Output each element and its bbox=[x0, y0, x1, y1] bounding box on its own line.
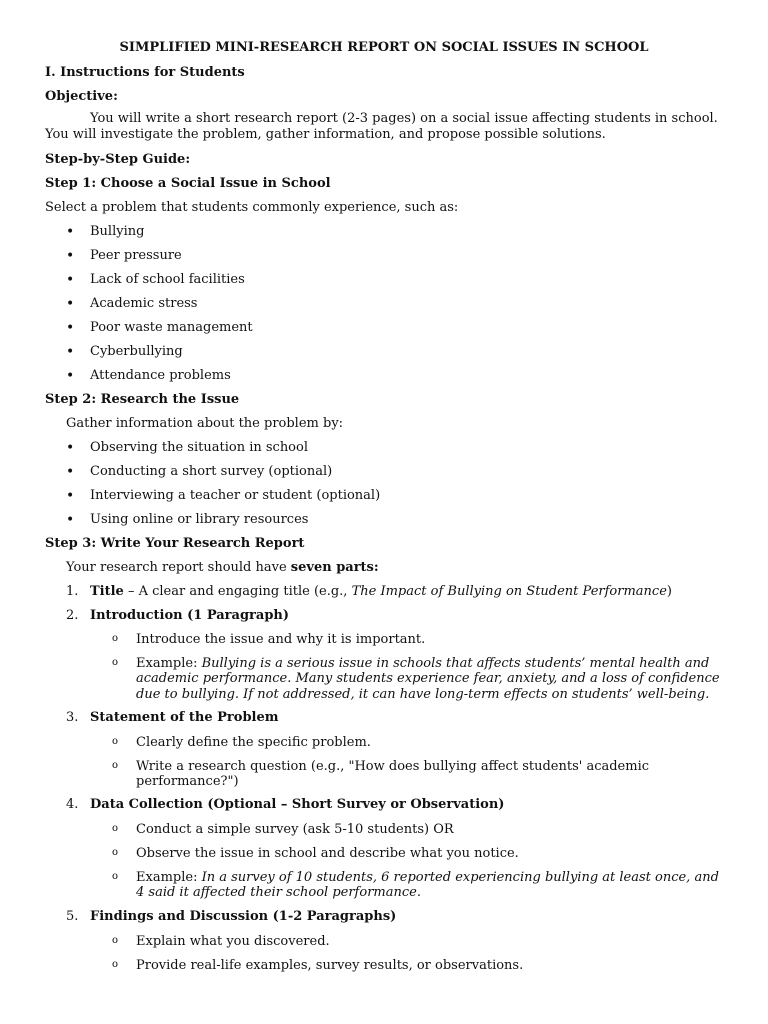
sub-item: o Example: In a survey of 10 students, 6 reported experiencing bullying at least once, and 4 said it affected their school performance. bbox=[112, 870, 719, 901]
bullet-icon: • bbox=[66, 344, 75, 360]
step1-intro: Select a problem that students commonly experience, such as: bbox=[45, 200, 459, 215]
list-item: • Academic stress bbox=[66, 296, 198, 312]
bullet-icon: • bbox=[66, 296, 75, 312]
circle-bullet-icon: o bbox=[112, 935, 119, 946]
section-heading: I. Instructions for Students bbox=[45, 65, 245, 80]
bullet-icon: • bbox=[66, 248, 75, 264]
sub-item: o Observe the issue in school and describe what you notice. bbox=[112, 846, 519, 861]
circle-bullet-icon: o bbox=[112, 657, 119, 668]
list-item: • Poor waste management bbox=[66, 320, 253, 336]
objective-label: Objective: bbox=[45, 89, 118, 104]
circle-bullet-icon: o bbox=[112, 871, 119, 882]
list-item: • Conducting a short survey (optional) bbox=[66, 464, 333, 480]
list-item: • Bullying bbox=[66, 224, 145, 240]
sub-item: o Conduct a simple survey (ask 5-10 students) OR bbox=[112, 822, 454, 837]
step1-heading: Step 1: Choose a Social Issue in School bbox=[45, 176, 331, 191]
bullet-icon: • bbox=[66, 272, 75, 288]
sub-item: o Clearly define the specific problem. bbox=[112, 735, 371, 750]
list-item: • Attendance problems bbox=[66, 368, 231, 384]
circle-bullet-icon: o bbox=[112, 736, 119, 747]
bullet-icon: • bbox=[66, 224, 75, 240]
numbered-item: 3. Statement of the Problem bbox=[66, 710, 279, 725]
step2-heading: Step 2: Research the Issue bbox=[45, 392, 240, 407]
bullet-icon: • bbox=[66, 464, 75, 480]
sub-item: o Provide real-life examples, survey results, or observations. bbox=[112, 958, 524, 973]
document-title: SIMPLIFIED MINI-RESEARCH REPORT ON SOCIAL ISSUES IN SCHOOL bbox=[119, 40, 649, 55]
objective-text: You will write a short research report (2-3 pages) on a social issue affecting students in school. You will investigate the problem, gather information, and propose possible solutions. bbox=[45, 111, 718, 142]
list-item: • Observing the situation in school bbox=[66, 440, 308, 456]
circle-bullet-icon: o bbox=[112, 760, 119, 771]
bullet-icon: • bbox=[66, 488, 75, 504]
sub-item: o Write a research question (e.g., "How does bullying affect students' academic performance?") bbox=[112, 759, 650, 790]
list-item: • Cyberbullying bbox=[66, 344, 183, 360]
list-item: • Lack of school facilities bbox=[66, 272, 245, 288]
bullet-icon: • bbox=[66, 320, 75, 336]
bullet-icon: • bbox=[66, 368, 75, 384]
list-item: • Using online or library resources bbox=[66, 512, 309, 528]
bullet-icon: • bbox=[66, 512, 75, 528]
guide-label: Step-by-Step Guide: bbox=[45, 152, 191, 167]
circle-bullet-icon: o bbox=[112, 847, 119, 858]
list-item: • Interviewing a teacher or student (optional) bbox=[66, 488, 381, 504]
bullet-icon: • bbox=[66, 440, 75, 456]
circle-bullet-icon: o bbox=[112, 823, 119, 834]
numbered-item: 5. Findings and Discussion (1-2 Paragraphs) bbox=[66, 909, 397, 924]
sub-item: o Explain what you discovered. bbox=[112, 934, 330, 949]
circle-bullet-icon: o bbox=[112, 959, 119, 970]
step3-intro: Your research report should have seven parts: bbox=[66, 560, 379, 575]
step2-intro: Gather information about the problem by: bbox=[66, 416, 344, 431]
numbered-item: 4. Data Collection (Optional – Short Survey or Observation) bbox=[66, 797, 505, 812]
sub-item: o Introduce the issue and why it is important. bbox=[112, 632, 426, 647]
step3-heading: Step 3: Write Your Research Report bbox=[45, 536, 305, 551]
list-item: • Peer pressure bbox=[66, 248, 182, 264]
numbered-item: 1. Title – A clear and engaging title (e.g., The Impact of Bullying on Student Performance) bbox=[66, 584, 672, 599]
circle-bullet-icon: o bbox=[112, 633, 119, 644]
sub-item: o Example: Bullying is a serious issue in schools that affects students’ mental health and academic performance. Many students experience fear, anxiety, and a loss of confidence due to bullying. If not addressed, it can have long-term effects on students’ well-being. bbox=[112, 656, 720, 702]
numbered-item: 2. Introduction (1 Paragraph) bbox=[66, 608, 290, 623]
